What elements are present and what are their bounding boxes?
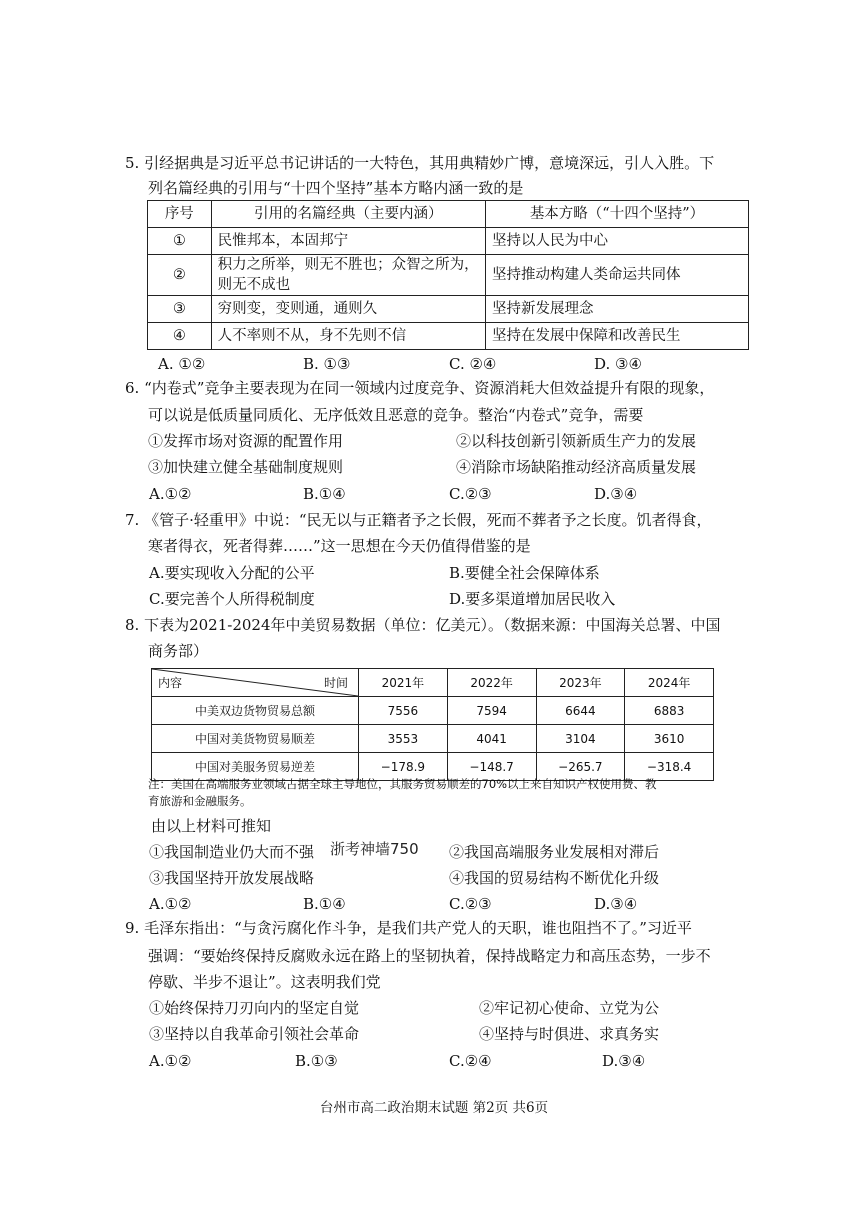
row-number: ② bbox=[148, 255, 212, 296]
q7-option-d: D.要多渠道增加居民收入 bbox=[449, 590, 616, 608]
row-quote: 民惟邦本，本固邦宁 bbox=[211, 228, 485, 255]
table-row bbox=[152, 697, 714, 725]
row-number: ③ bbox=[148, 296, 212, 323]
q6-item-4: ④消除市场缺陷推动经济高质量发展 bbox=[456, 458, 697, 476]
q8-stem-line1: 8. 下表为2021-2024年中美贸易数据（单位：亿美元）。（数据来源：中国海关总署、中国 bbox=[125, 616, 721, 634]
q9-item-1: ①始终保持刀刃向内的坚定自觉 bbox=[149, 999, 360, 1017]
q9-item-2: ②牢记初心使命、立党为公 bbox=[479, 999, 660, 1017]
q5-option-d: D. ③④ bbox=[594, 355, 642, 373]
q6-option-d: D.③④ bbox=[594, 485, 638, 503]
row-quote: 积力之所举，则无不胜也；众智之所为， bbox=[217, 257, 479, 273]
header-strategy: 基本方略（“十四个坚持”） bbox=[485, 201, 748, 228]
q5-option-b: B. ①③ bbox=[303, 355, 351, 373]
row-label: 中国对美服务贸易逆差 bbox=[152, 753, 359, 781]
q8-option-d: D.③④ bbox=[594, 895, 638, 913]
row-label: 中国对美货物贸易顺差 bbox=[152, 725, 359, 753]
q9-option-a: A.①② bbox=[149, 1052, 192, 1070]
table-cell: −178.9 bbox=[359, 753, 448, 781]
q5-option-c: C. ②④ bbox=[449, 355, 497, 373]
table-header-row bbox=[152, 669, 714, 697]
row-quote: 穷则变，变则通，通则久 bbox=[211, 296, 485, 323]
diagonal-header-cell bbox=[152, 669, 359, 697]
table-cell: 3553 bbox=[359, 725, 448, 753]
table-cell: 7594 bbox=[447, 697, 536, 725]
q8-trade-table bbox=[151, 668, 714, 781]
table-cell: 6644 bbox=[536, 697, 625, 725]
q9-stem-line3: 停歇、半步不退让”。这表明我们党 bbox=[148, 973, 381, 991]
row-number: ① bbox=[148, 228, 212, 255]
q8-stem-line2: 商务部） bbox=[148, 642, 209, 660]
table-row bbox=[148, 323, 749, 350]
q9-stem-line1: 9. 毛泽东指出：“与贪污腐化作斗争，是我们共产党人的天职，谁也阻挡不了。”习近平 bbox=[125, 919, 692, 937]
table-row bbox=[148, 296, 749, 323]
row-strategy: 坚持推动构建人类命运共同体 bbox=[485, 255, 748, 296]
q8-note-line1: 注：美国在高端服务业领域占据全球主导地位，其服务贸易顺差的70%以上来自知识产权使用费、教 bbox=[148, 777, 657, 791]
q8-lead: 由以上材料可推知 bbox=[151, 817, 272, 835]
q6-item-1: ①发挥市场对资源的配置作用 bbox=[148, 432, 344, 450]
year-header: 2023年 bbox=[536, 669, 625, 697]
q6-stem-line2: 可以说是低质量同质化、无序低效且恶意的竞争。整治“内卷式”竞争，需要 bbox=[148, 406, 644, 424]
q9-option-b: B.①③ bbox=[295, 1052, 338, 1070]
row-number: ④ bbox=[148, 323, 212, 350]
q6-item-3: ③加快建立健全基础制度规则 bbox=[148, 458, 344, 476]
q9-option-c: C.②④ bbox=[449, 1052, 492, 1070]
q9-stem-line2: 强调：“要始终保持反腐败永远在路上的坚韧执着，保持战略定力和高压态势，一步不 bbox=[148, 947, 711, 965]
table-header-row bbox=[148, 201, 749, 228]
q5-stem-line1: 5. 引经据典是习近平总书记讲话的一大特色，其用典精妙广博，意境深远，引人入胜。下 bbox=[125, 154, 715, 172]
q6-item-2: ②以科技创新引领新质生产力的发展 bbox=[456, 432, 697, 450]
q5-classics-table bbox=[147, 200, 749, 350]
row-quote: 人不率则不从，身不先则不信 bbox=[211, 323, 485, 350]
q6-stem-line1: 6. “内卷式”竞争主要表现为在同一领域内过度竞争、资源消耗大但效益提升有限的现象， bbox=[125, 379, 715, 397]
q6-option-a: A.①② bbox=[149, 485, 192, 503]
row-strategy: 坚持以人民为中心 bbox=[485, 228, 748, 255]
corner-label-time: 时间 bbox=[323, 676, 348, 690]
table-cell: −265.7 bbox=[536, 753, 625, 781]
q5-option-a: A. ①② bbox=[158, 355, 206, 373]
q7-option-b: B.要健全社会保障体系 bbox=[449, 564, 600, 582]
q9-item-3: ③坚持以自我革命引领社会革命 bbox=[149, 1025, 360, 1043]
header-classic: 引用的名篇经典（主要内涵） bbox=[211, 201, 485, 228]
page-footer: 台州市高二政治期末试题 第2页 共6页 bbox=[319, 1100, 549, 1116]
table-cell: 6883 bbox=[625, 697, 714, 725]
table-cell: −318.4 bbox=[625, 753, 714, 781]
q8-option-c: C.②③ bbox=[449, 895, 492, 913]
q8-item-2: ②我国高端服务业发展相对滞后 bbox=[449, 843, 660, 861]
q9-item-4: ④坚持与时俱进、求真务实 bbox=[479, 1025, 660, 1043]
q6-option-c: C.②③ bbox=[449, 485, 492, 503]
q6-option-b: B.①④ bbox=[303, 485, 346, 503]
q8-item-1: ①我国制造业仍大而不强 bbox=[149, 843, 315, 861]
row-quote-cell bbox=[211, 255, 485, 296]
year-header: 2021年 bbox=[359, 669, 448, 697]
q7-stem-line2: 寒者得衣，死者得葬……”这一思想在今天仍值得借鉴的是 bbox=[148, 537, 531, 555]
row-quote-cont: 则无不成也 bbox=[217, 277, 291, 293]
q8-note-line2: 育旅游和金融服务。 bbox=[148, 794, 252, 808]
header-index: 序号 bbox=[148, 201, 212, 228]
row-strategy: 坚持在发展中保障和改善民生 bbox=[485, 323, 748, 350]
q8-option-a: A.①② bbox=[149, 895, 192, 913]
q8-item-4: ④我国的贸易结构不断优化升级 bbox=[449, 869, 660, 887]
table-row bbox=[148, 255, 749, 296]
table-cell: 3610 bbox=[625, 725, 714, 753]
table-row bbox=[152, 725, 714, 753]
table-cell: 7556 bbox=[359, 697, 448, 725]
table-cell: 3104 bbox=[536, 725, 625, 753]
q8-item-3: ③我国坚持开放发展战略 bbox=[149, 869, 315, 887]
watermark-stamp: 浙考神墙750 bbox=[330, 840, 419, 858]
q5-stem-line2: 列名篇经典的引用与“十四个坚持”基本方略内涵一致的是 bbox=[148, 179, 524, 197]
q7-stem-line1: 7. 《管子·轻重甲》中说：“民无以与正籍者予之长假，死而不葬者予之长度。饥者得食， bbox=[125, 511, 712, 529]
corner-label-content: 内容 bbox=[158, 676, 183, 690]
q7-option-c: C.要完善个人所得税制度 bbox=[149, 590, 315, 608]
year-header: 2022年 bbox=[447, 669, 536, 697]
table-row bbox=[148, 228, 749, 255]
table-cell: 4041 bbox=[447, 725, 536, 753]
table-cell: −148.7 bbox=[447, 753, 536, 781]
year-header: 2024年 bbox=[625, 669, 714, 697]
row-label: 中美双边货物贸易总额 bbox=[152, 697, 359, 725]
q8-option-b: B.①④ bbox=[303, 895, 346, 913]
q7-option-a: A.要实现收入分配的公平 bbox=[149, 564, 315, 582]
q9-option-d: D.③④ bbox=[602, 1052, 646, 1070]
row-strategy: 坚持新发展理念 bbox=[485, 296, 748, 323]
